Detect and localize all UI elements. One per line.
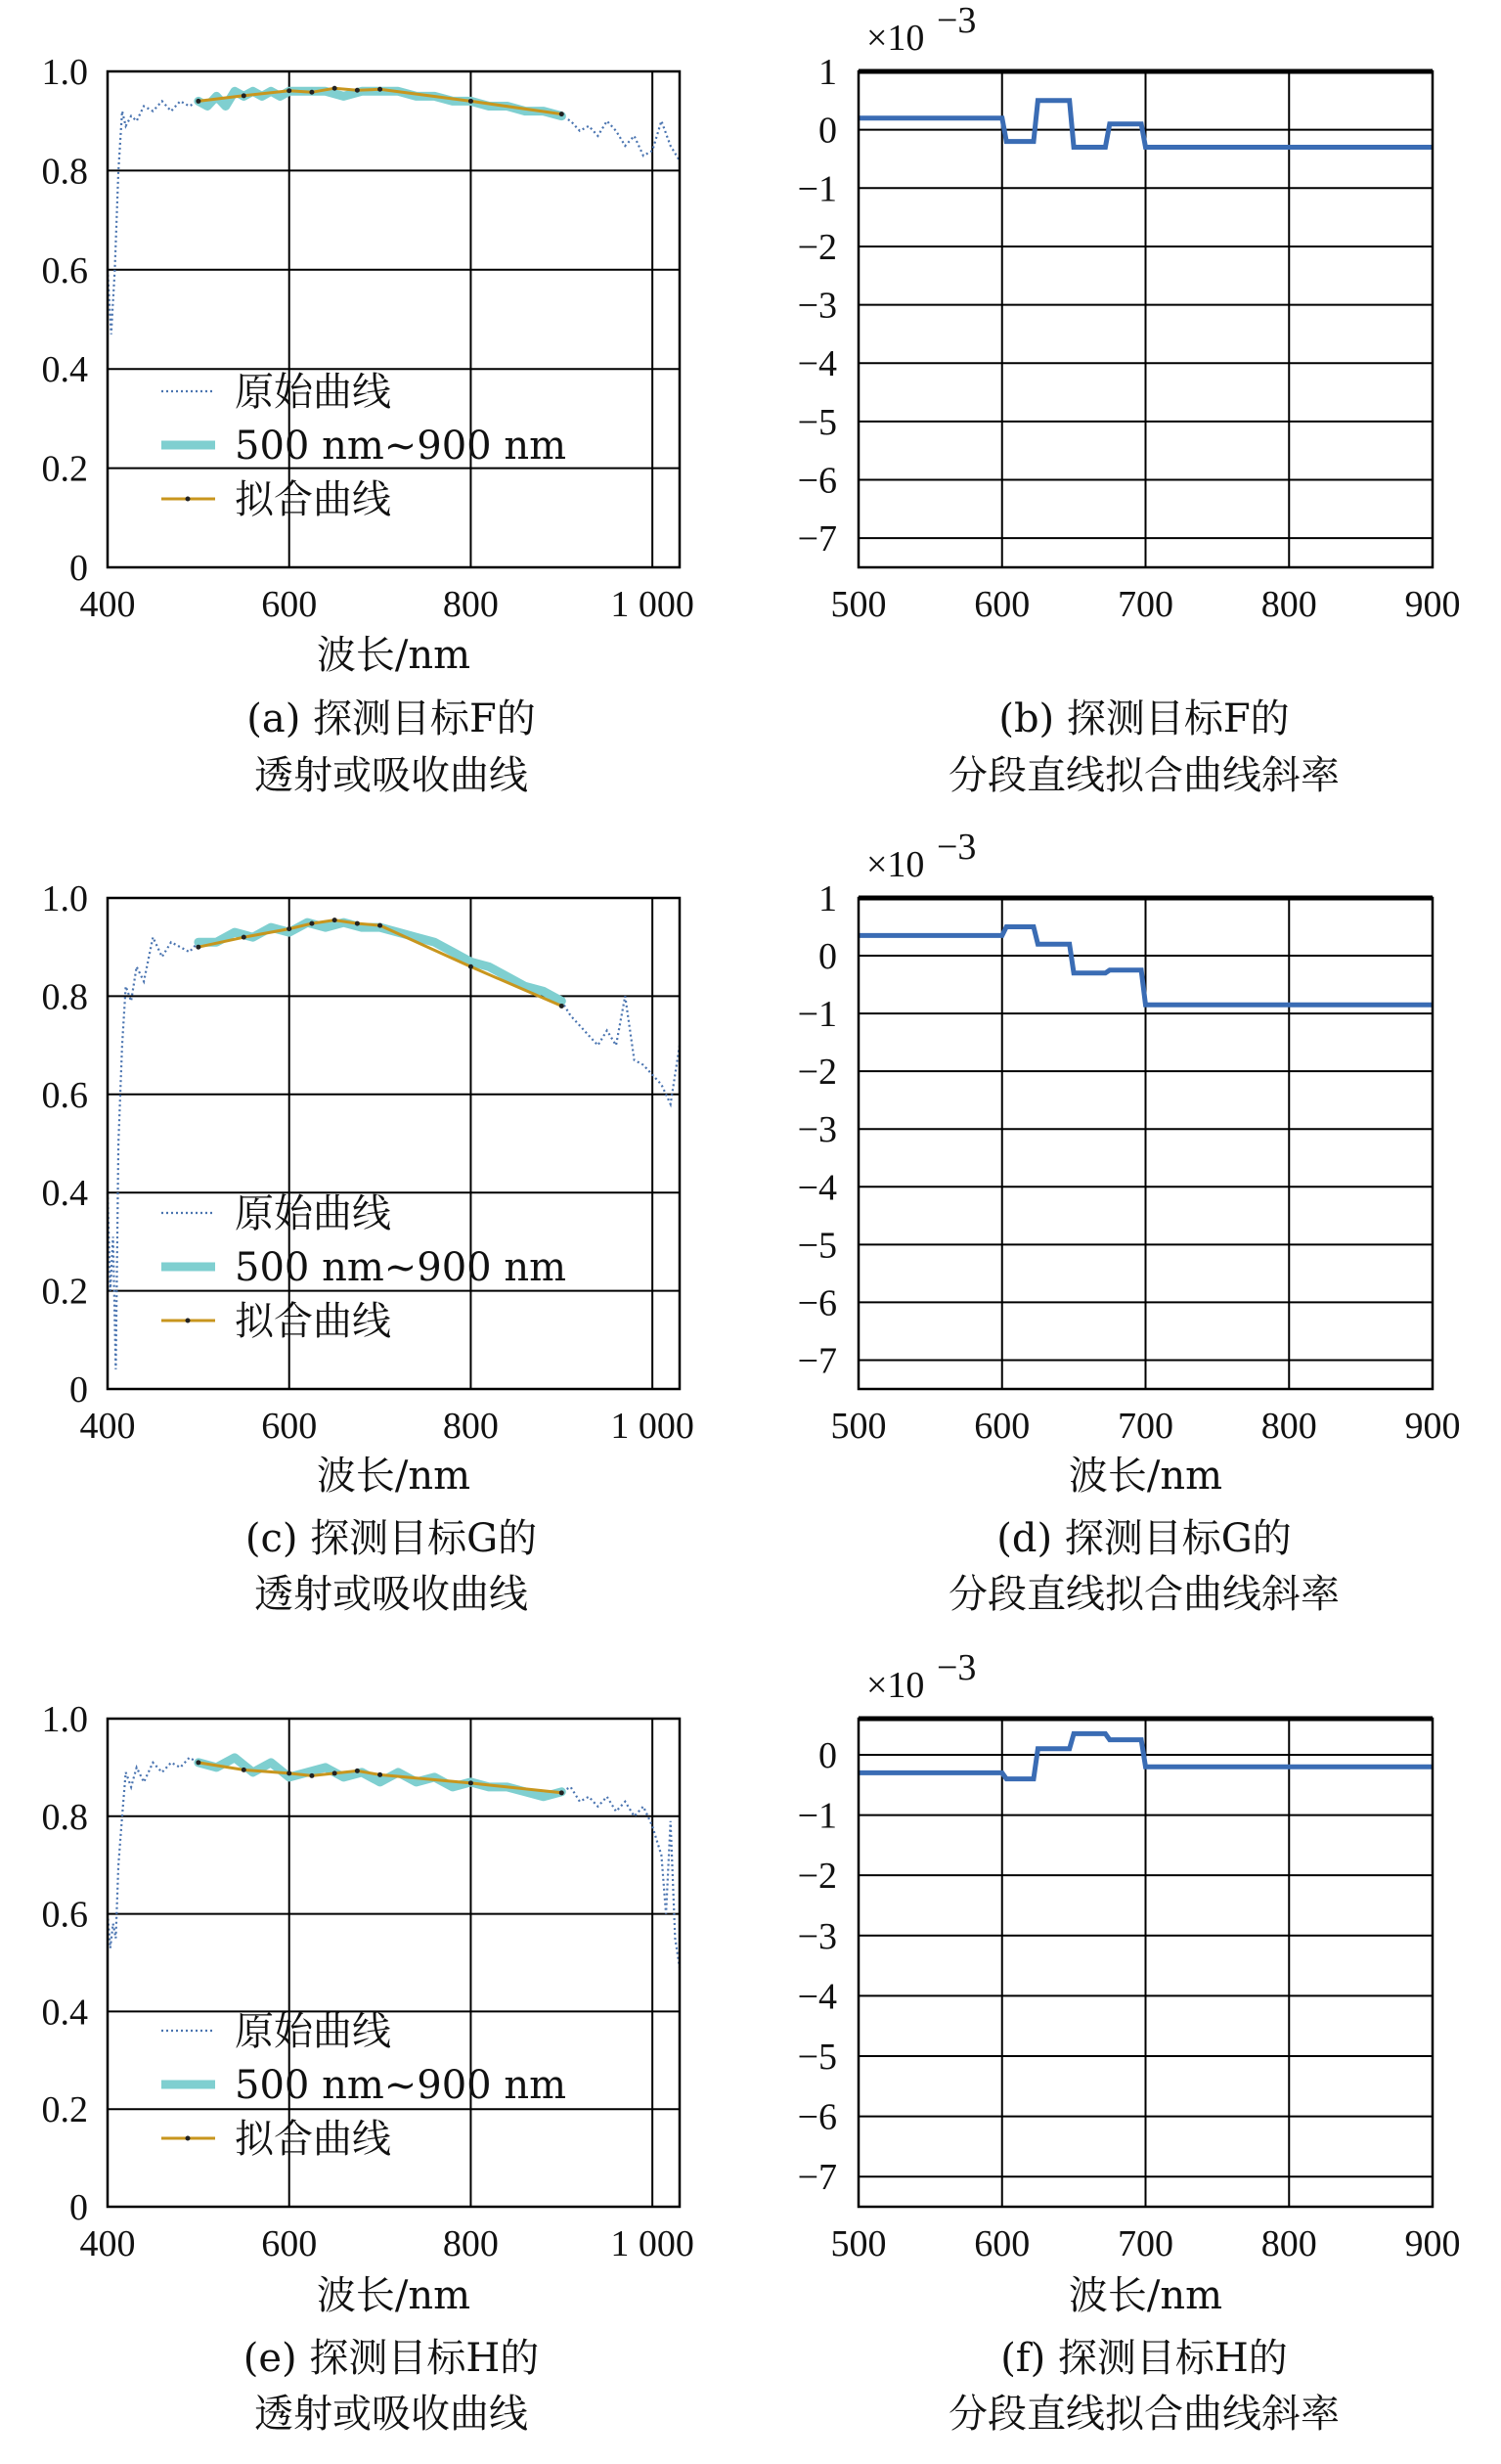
y-tick-label: 0.2 [41, 448, 88, 490]
chart-f [798, 1647, 1461, 2437]
legend-swatch-fit-point [186, 2136, 191, 2141]
x-tick-label: 400 [79, 2223, 136, 2264]
caption-line-2: 分段直线拟合曲线斜率 [949, 2392, 1340, 2437]
x-tick-label: 600 [261, 584, 318, 625]
plot-frame [108, 898, 680, 1389]
axis-multiplier-exponent: −3 [937, 0, 977, 41]
caption-line-2: 透射或吸收曲线 [254, 2392, 528, 2437]
axis-multiplier-exponent: −3 [937, 1647, 977, 1688]
fit-point [242, 93, 246, 98]
y-tick-label: −3 [797, 285, 837, 327]
x-tick-label: 800 [442, 2223, 499, 2264]
y-tick-label: −5 [797, 1225, 837, 1267]
caption-line-1: (b) 探测目标F的 [998, 696, 1290, 741]
caption-line-1: (d) 探测目标G的 [996, 1516, 1292, 1561]
legend-label: 拟合曲线 [235, 477, 391, 522]
x-tick-label: 600 [261, 1406, 318, 1447]
y-tick-label: −7 [797, 2157, 837, 2199]
chart-d [798, 827, 1461, 1617]
fit-point [332, 86, 337, 91]
y-tick-label: −3 [797, 1915, 837, 1957]
x-tick-label: 600 [974, 2223, 1031, 2264]
x-tick-label: 800 [1260, 584, 1317, 625]
fit-point [355, 88, 360, 93]
y-tick-label: 0.8 [41, 151, 88, 193]
y-tick-label: −6 [797, 460, 837, 502]
x-tick-label: 800 [442, 584, 499, 625]
caption-line-2: 分段直线拟合曲线斜率 [949, 753, 1340, 798]
legend-label: 拟合曲线 [235, 2117, 391, 2162]
y-tick-label: −6 [797, 1282, 837, 1324]
x-tick-label: 1 000 [610, 2223, 694, 2264]
series-raw-line [108, 91, 680, 334]
y-tick-label: 0.8 [41, 976, 88, 1018]
y-tick-label: 0.2 [41, 1271, 88, 1313]
plot-frame [108, 1719, 680, 2207]
y-tick-label: 1.0 [41, 1699, 88, 1740]
fit-point [559, 1004, 564, 1008]
x-tick-label: 700 [1118, 584, 1173, 625]
caption-line-1: (f) 探测目标H的 [1000, 2336, 1288, 2381]
fit-point [242, 935, 246, 940]
fit-point [196, 945, 200, 950]
x-tick-label: 400 [79, 584, 136, 625]
y-tick-label: 0 [69, 1369, 88, 1411]
caption-line-1: (c) 探测目标G的 [244, 1516, 538, 1561]
fit-point [309, 921, 314, 926]
legend-label: 500 nm~900 nm [235, 2063, 567, 2108]
fit-point [377, 923, 382, 928]
legend-label: 原始曲线 [235, 1191, 391, 1236]
axis-multiplier-exponent: −3 [937, 827, 977, 868]
y-tick-label: −1 [797, 994, 837, 1036]
x-tick-label: 1 000 [610, 1406, 694, 1447]
y-tick-label: 1 [818, 52, 837, 93]
fit-point [309, 1773, 314, 1778]
y-tick-label: −2 [797, 226, 837, 268]
y-tick-label: 0.8 [41, 1796, 88, 1838]
y-tick-label: 0.4 [41, 349, 88, 391]
y-tick-label: 0 [69, 548, 88, 589]
caption-line-2: 透射或吸收曲线 [254, 753, 528, 798]
x-axis-label: 波长/nm [1068, 1454, 1223, 1499]
x-tick-label: 500 [830, 584, 887, 625]
x-tick-label: 500 [830, 2223, 887, 2264]
x-axis-label: 波长/nm [316, 633, 471, 678]
x-axis-label: 波长/nm [1068, 2273, 1223, 2318]
x-tick-label: 500 [830, 1406, 887, 1447]
x-tick-label: 900 [1404, 2223, 1461, 2264]
axis-multiplier: ×10 [866, 18, 925, 59]
y-tick-label: −2 [797, 1052, 837, 1094]
legend-swatch-fit-point [186, 1319, 191, 1323]
plot-frame [108, 71, 680, 567]
y-tick-label: −7 [797, 518, 837, 560]
y-tick-label: 0.6 [41, 249, 88, 291]
fit-point [355, 1769, 360, 1773]
x-tick-label: 700 [1118, 2223, 1173, 2264]
fit-point [468, 1780, 473, 1785]
y-tick-label: 0 [818, 1734, 837, 1776]
chart-c [42, 878, 694, 1617]
fit-point [287, 926, 291, 931]
legend-label: 500 nm~900 nm [235, 1245, 567, 1290]
x-tick-label: 700 [1118, 1406, 1173, 1447]
fit-point [332, 1770, 337, 1775]
legend-label: 拟合曲线 [235, 1299, 391, 1344]
y-tick-label: −4 [797, 1167, 837, 1209]
x-tick-label: 800 [442, 1406, 499, 1447]
fit-point [377, 1772, 382, 1777]
fit-point [355, 921, 360, 926]
fit-point [468, 964, 473, 969]
x-tick-label: 400 [79, 1406, 136, 1447]
y-tick-label: −3 [797, 1109, 837, 1151]
legend-label: 500 nm~900 nm [235, 424, 567, 469]
x-tick-label: 600 [974, 584, 1031, 625]
series-raw-line [108, 922, 680, 1369]
y-tick-label: 0.4 [41, 1173, 88, 1215]
fit-point [196, 99, 200, 104]
y-tick-label: −7 [797, 1340, 837, 1382]
y-tick-label: −5 [797, 2036, 837, 2078]
legend-swatch-fit-point [186, 497, 191, 502]
axis-multiplier: ×10 [866, 844, 925, 885]
x-axis-label: 波长/nm [316, 2273, 471, 2318]
x-tick-label: 900 [1404, 1406, 1461, 1447]
fit-point [559, 112, 564, 116]
y-tick-label: −4 [797, 1976, 837, 2018]
y-tick-label: −5 [797, 401, 837, 443]
fit-point [287, 88, 291, 93]
y-tick-label: 0 [69, 2187, 88, 2228]
axis-multiplier: ×10 [866, 1665, 925, 1706]
caption-line-2: 分段直线拟合曲线斜率 [949, 1572, 1340, 1617]
x-tick-label: 800 [1260, 2223, 1317, 2264]
x-tick-label: 600 [261, 2223, 318, 2264]
fit-point [196, 1760, 200, 1765]
y-tick-label: 0.4 [41, 1992, 88, 2034]
x-tick-label: 600 [974, 1406, 1031, 1447]
y-tick-label: 0.6 [41, 1074, 88, 1116]
x-tick-label: 900 [1404, 584, 1461, 625]
y-tick-label: −1 [797, 1795, 837, 1837]
y-tick-label: 0 [818, 110, 837, 152]
y-tick-label: 0 [818, 936, 837, 978]
x-axis-label: 波长/nm [316, 1454, 471, 1499]
fit-point [242, 1768, 246, 1772]
x-tick-label: 800 [1260, 1406, 1317, 1447]
y-tick-label: −6 [797, 2096, 837, 2138]
y-tick-label: 1.0 [41, 878, 88, 919]
chart-b [798, 0, 1461, 798]
caption-line-1: (e) 探测目标H的 [243, 2336, 540, 2381]
y-tick-label: −4 [797, 343, 837, 385]
fit-point [468, 99, 473, 104]
y-tick-label: 1.0 [41, 52, 88, 93]
y-tick-label: −1 [797, 168, 837, 210]
fit-point [559, 1790, 564, 1795]
legend-label: 原始曲线 [235, 2009, 391, 2054]
legend-label: 原始曲线 [235, 370, 391, 415]
y-tick-label: 0.6 [41, 1894, 88, 1936]
chart-a [42, 52, 694, 798]
y-tick-label: −2 [797, 1856, 837, 1898]
series-raw-line [108, 1758, 680, 1968]
chart-e [42, 1699, 694, 2437]
fit-point [287, 1770, 291, 1775]
fit-point [309, 90, 314, 95]
caption-line-2: 透射或吸收曲线 [254, 1572, 528, 1617]
fit-point [332, 918, 337, 922]
fit-point [377, 87, 382, 92]
x-tick-label: 1 000 [610, 584, 694, 625]
caption-line-1: (a) 探测目标F的 [246, 696, 536, 741]
y-tick-label: 0.2 [41, 2089, 88, 2131]
y-tick-label: 1 [818, 878, 837, 919]
